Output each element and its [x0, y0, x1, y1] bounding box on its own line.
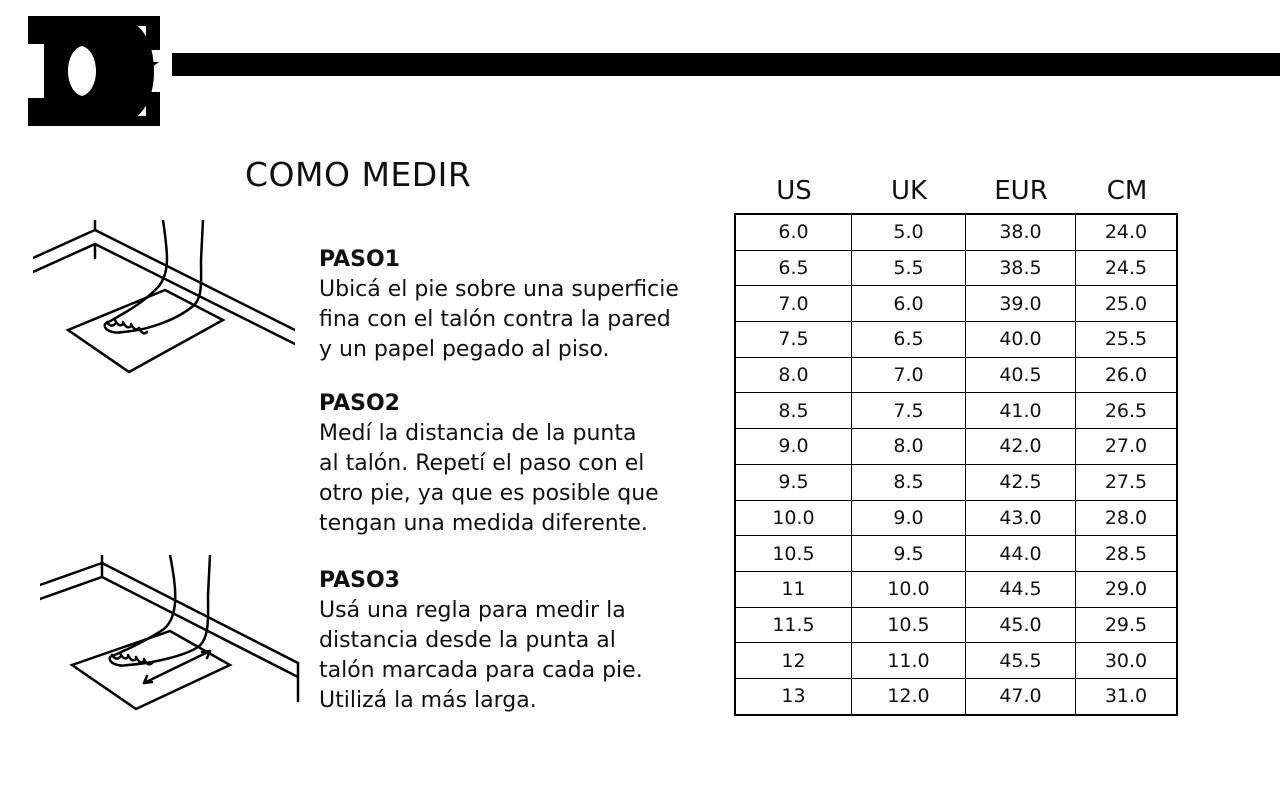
cell-us: 6.0 [735, 214, 852, 250]
cell-eur: 40.5 [966, 357, 1076, 393]
cell-eur: 39.0 [966, 286, 1076, 322]
cell-uk: 8.5 [852, 464, 966, 500]
cell-eur: 43.0 [966, 500, 1076, 536]
cell-eur: 44.5 [966, 571, 1076, 607]
cell-uk: 11.0 [852, 643, 966, 679]
table-row [735, 357, 1177, 393]
step-text: Usá una regla para medir la distancia desde la punta al talón marcada para cada pie. Utilizá la más larga. [319, 598, 643, 713]
cell-uk: 9.5 [852, 536, 966, 572]
cell-cm: 27.5 [1076, 464, 1178, 500]
cell-cm: 26.5 [1076, 393, 1178, 429]
cell-eur: 47.0 [966, 678, 1076, 714]
cell-cm: 29.5 [1076, 607, 1178, 643]
table-row [735, 214, 1177, 250]
column-header-cm: CM [1106, 176, 1148, 206]
cell-us: 6.5 [735, 250, 852, 286]
cell-us: 9.0 [735, 429, 852, 465]
cell-uk: 6.5 [852, 322, 966, 358]
cell-cm: 25.5 [1076, 322, 1178, 358]
cell-eur: 38.5 [966, 250, 1076, 286]
table-row [735, 536, 1177, 572]
step-text: Ubicá el pie sobre una superficie fina con el talón contra la pared y un papel pegado al piso. [319, 277, 679, 362]
table-row [735, 250, 1177, 286]
step-heading: PASO1 [319, 247, 400, 272]
cell-eur: 42.0 [966, 429, 1076, 465]
column-header-us: US [776, 176, 812, 206]
cell-uk: 5.0 [852, 214, 966, 250]
step-heading: PASO3 [319, 568, 400, 593]
cell-cm: 26.0 [1076, 357, 1178, 393]
cell-us: 11.5 [735, 607, 852, 643]
cell-uk: 7.5 [852, 393, 966, 429]
cell-uk: 9.0 [852, 500, 966, 536]
cell-uk: 5.5 [852, 250, 966, 286]
cell-us: 9.5 [735, 464, 852, 500]
cell-eur: 45.0 [966, 607, 1076, 643]
cell-eur: 44.0 [966, 536, 1076, 572]
cell-cm: 24.0 [1076, 214, 1178, 250]
table-row [735, 322, 1177, 358]
table-row [735, 500, 1177, 536]
cell-cm: 31.0 [1076, 678, 1178, 714]
step-heading: PASO2 [319, 391, 400, 416]
column-header-uk: UK [890, 176, 928, 206]
table-row [735, 643, 1177, 679]
cell-us: 7.0 [735, 286, 852, 322]
table-row [735, 429, 1177, 465]
cell-us: 10.5 [735, 536, 852, 572]
header-bar [172, 53, 1280, 76]
step-1 [319, 245, 679, 365]
cell-cm: 30.0 [1076, 643, 1178, 679]
cell-eur: 38.0 [966, 214, 1076, 250]
table-row [735, 464, 1177, 500]
column-header-eur: EUR [994, 176, 1048, 206]
cell-us: 12 [735, 643, 852, 679]
page-title: COMO MEDIR [245, 155, 472, 194]
cell-cm: 25.0 [1076, 286, 1178, 322]
foot-measured-with-ruler-icon [40, 555, 300, 715]
table-row [735, 286, 1177, 322]
step-3 [319, 566, 643, 716]
cell-eur: 41.0 [966, 393, 1076, 429]
cell-cm: 28.5 [1076, 536, 1178, 572]
cell-uk: 7.0 [852, 357, 966, 393]
dc-shoes-logo-icon [28, 16, 160, 126]
cell-uk: 8.0 [852, 429, 966, 465]
cell-uk: 10.5 [852, 607, 966, 643]
cell-uk: 12.0 [852, 678, 966, 714]
foot-on-paper-against-wall-icon [33, 220, 295, 380]
table-row [735, 678, 1177, 714]
cell-us: 13 [735, 678, 852, 714]
table-row [735, 607, 1177, 643]
cell-cm: 29.0 [1076, 571, 1178, 607]
cell-eur: 40.0 [966, 322, 1076, 358]
step-text: Medí la distancia de la punta al talón. Repetí el paso con el otro pie, ya que es posible que tengan una medida diferente. [319, 421, 659, 536]
step-2 [319, 389, 659, 539]
cell-us: 11 [735, 571, 852, 607]
table-row [735, 571, 1177, 607]
cell-us: 8.5 [735, 393, 852, 429]
cell-us: 10.0 [735, 500, 852, 536]
cell-cm: 28.0 [1076, 500, 1178, 536]
cell-cm: 24.5 [1076, 250, 1178, 286]
cell-uk: 6.0 [852, 286, 966, 322]
cell-eur: 42.5 [966, 464, 1076, 500]
cell-eur: 45.5 [966, 643, 1076, 679]
cell-cm: 27.0 [1076, 429, 1178, 465]
table-row [735, 393, 1177, 429]
cell-uk: 10.0 [852, 571, 966, 607]
cell-us: 8.0 [735, 357, 852, 393]
cell-us: 7.5 [735, 322, 852, 358]
size-chart-table [734, 213, 1178, 716]
